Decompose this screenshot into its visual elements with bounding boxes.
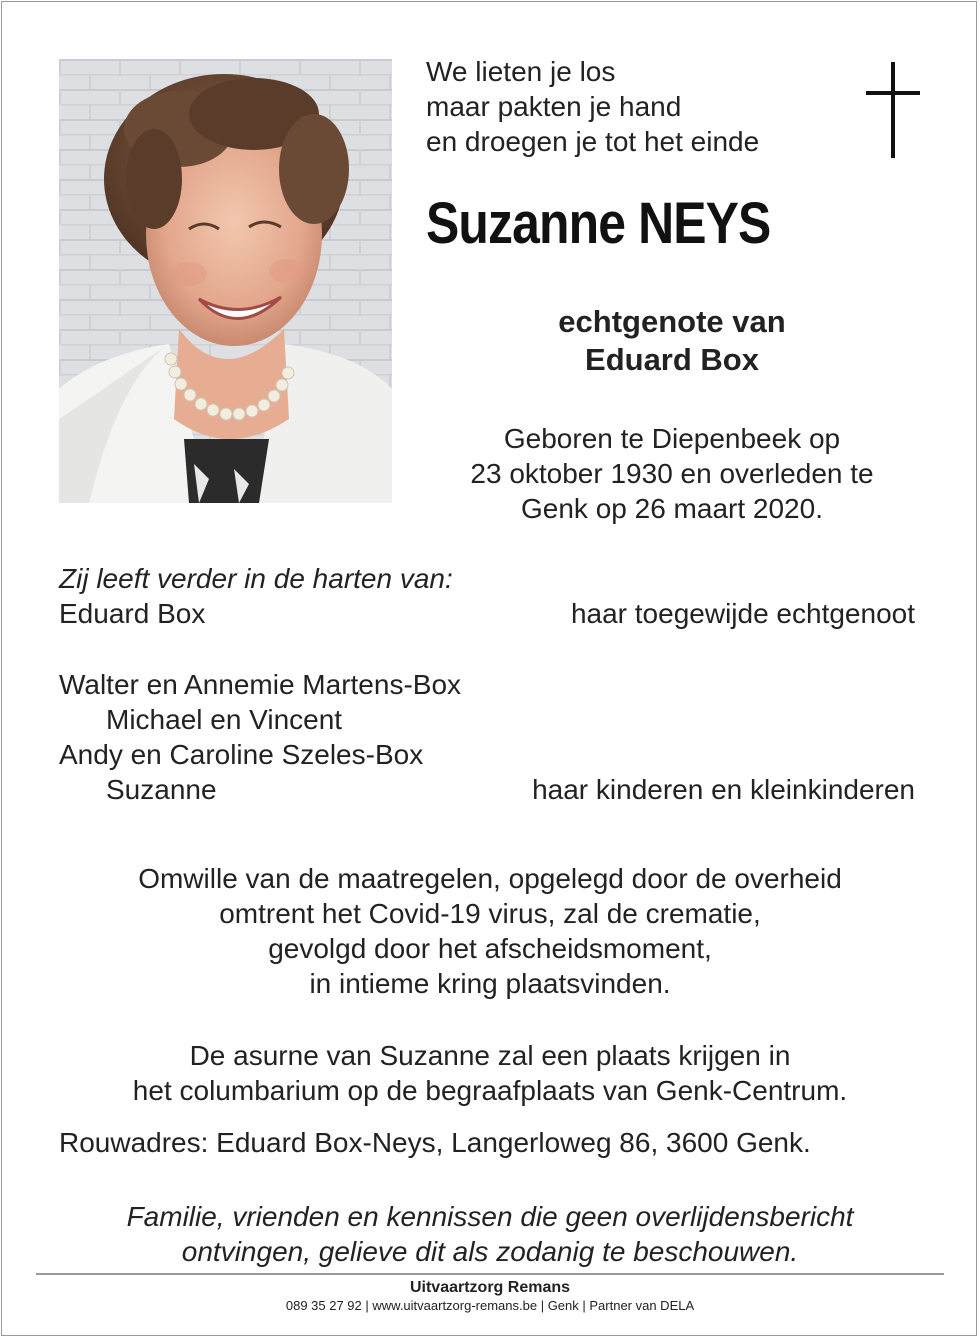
urn-notice bbox=[40, 1038, 940, 1108]
notice-line: omtrent het Covid-19 virus, zal de crematie, bbox=[219, 898, 761, 929]
family-name: Eduard Box bbox=[59, 598, 206, 629]
mourning-address: Rouwadres: Eduard Box-Neys, Langerloweg 86, 3600 Genk. bbox=[59, 1127, 811, 1158]
family-name: Suzanne bbox=[106, 774, 217, 805]
notice-line: Omwille van de maatregelen, opgelegd door de overheid bbox=[138, 863, 842, 894]
family-row bbox=[59, 704, 915, 739]
family-row bbox=[59, 739, 915, 774]
spouse-block bbox=[426, 303, 918, 379]
born-line: Geboren te Diepenbeek op bbox=[503, 423, 841, 454]
poem-line: maar pakten je hand bbox=[426, 91, 682, 122]
portrait-photo bbox=[59, 59, 392, 503]
family-heading: Zij leeft verder in de harten van: bbox=[59, 563, 453, 594]
spouse-label: echtgenote van bbox=[558, 304, 786, 339]
poem-line: We lieten je los bbox=[426, 56, 616, 87]
family-row bbox=[59, 774, 915, 809]
family-name: Andy en Caroline Szeles-Box bbox=[59, 739, 424, 770]
family-row bbox=[59, 598, 915, 633]
funeral-company-name: Uitvaartzorg Remans bbox=[409, 1279, 571, 1296]
poem-line: en droegen je tot het einde bbox=[426, 126, 760, 157]
note-line: ontvingen, gelieve dit als zodanig te beschouwen. bbox=[181, 1236, 799, 1267]
funeral-company-info: 089 35 27 92 | www.uitvaartzorg-remans.be | Genk | Partner van DELA bbox=[285, 1298, 695, 1313]
family-relation: haar toegewijde echtgenoot bbox=[570, 598, 915, 629]
note-line: Familie, vrienden en kennissen die geen overlijdensbericht bbox=[126, 1201, 854, 1232]
family-row bbox=[59, 669, 915, 704]
born-line: 23 oktober 1930 en overleden te bbox=[470, 458, 874, 489]
notice-line: De asurne van Suzanne zal een plaats krijgen in bbox=[189, 1040, 791, 1071]
footer-divider bbox=[36, 1273, 944, 1275]
poem bbox=[426, 54, 759, 159]
deceased-name: Suzanne NEYS bbox=[426, 191, 771, 256]
family-name: Michael en Vincent bbox=[106, 704, 343, 735]
notice-line: in intieme kring plaatsvinden. bbox=[309, 968, 671, 999]
notice-line: het columbarium op de begraafplaats van Genk-Centrum. bbox=[132, 1075, 848, 1106]
cross-icon bbox=[864, 62, 922, 158]
family-relation: haar kinderen en kleinkinderen bbox=[532, 774, 915, 805]
closing-note bbox=[40, 1199, 940, 1269]
covid-notice bbox=[40, 861, 940, 1001]
family-name: Walter en Annemie Martens-Box bbox=[59, 669, 462, 700]
notice-line: gevolgd door het afscheidsmoment, bbox=[268, 933, 712, 964]
spouse-name: Eduard Box bbox=[585, 342, 759, 377]
birth-death-info bbox=[426, 421, 918, 526]
born-line: Genk op 26 maart 2020. bbox=[521, 493, 823, 524]
